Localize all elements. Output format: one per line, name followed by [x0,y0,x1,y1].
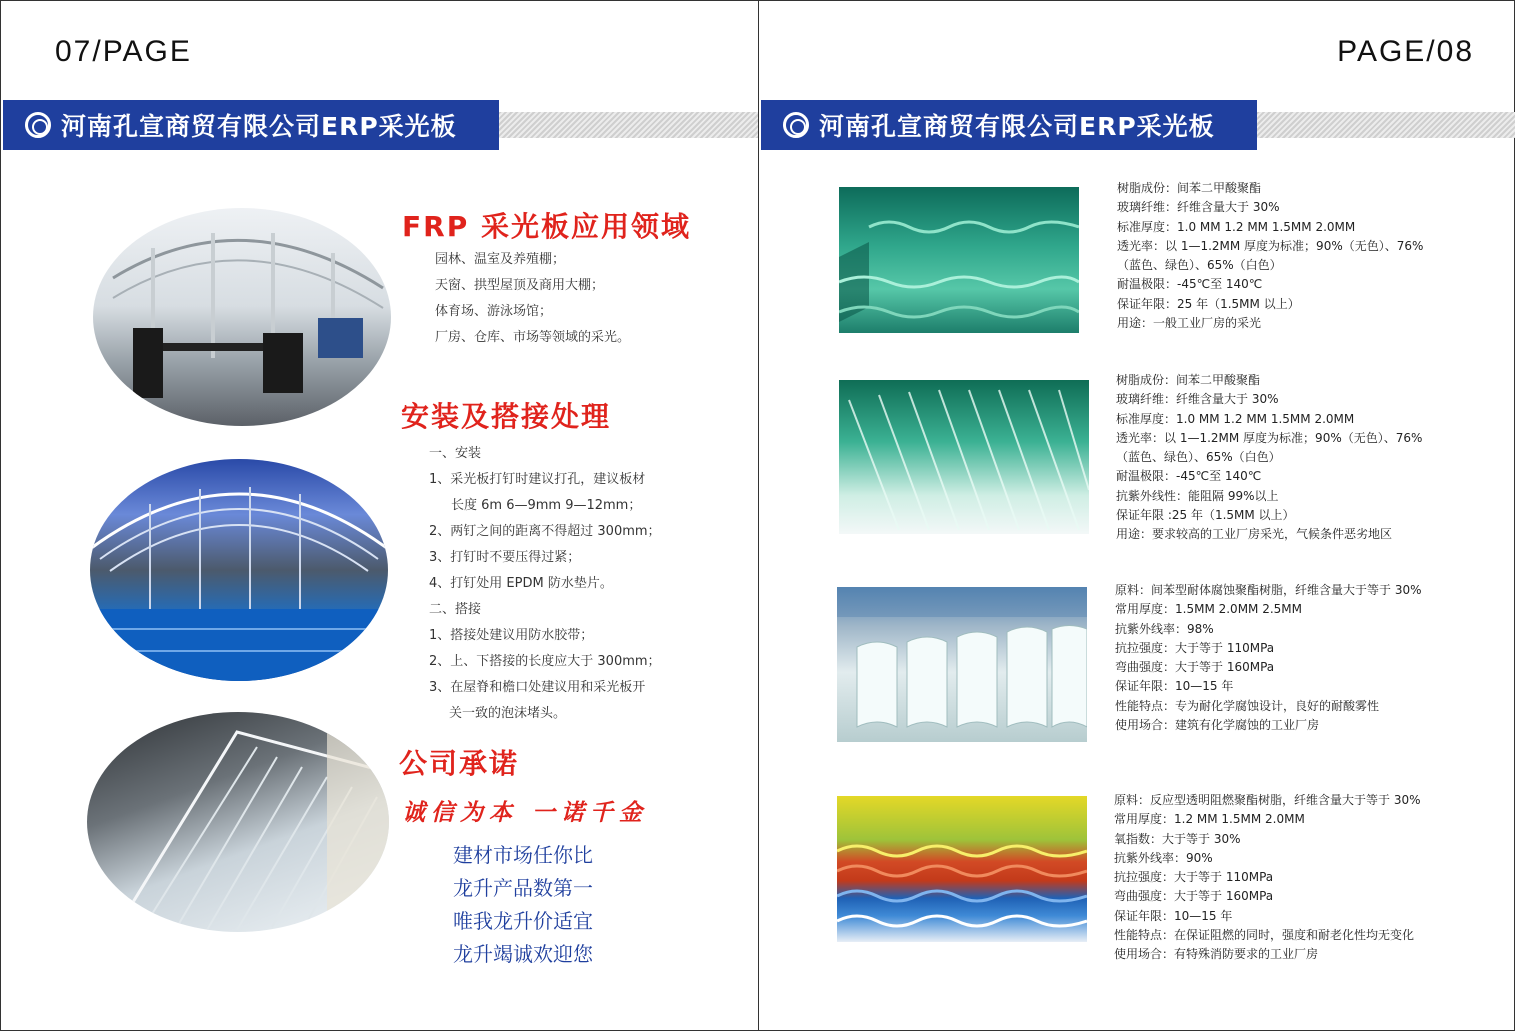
banner-title-bar [3,100,499,150]
applications-title: FRP 采光板应用领域 [402,210,691,243]
spec-line: 使用场合：建筑有化学腐蚀的工业厂房 [1115,718,1320,733]
spec-line: 标准厚度：1.0 MM 1.2 MM 1.5MM 2.0MM [1116,411,1355,426]
company-slogan: 诚信为本 一诺千金 [402,799,649,826]
list-item: 厂房、仓库、市场等领域的采光。 [435,330,631,345]
pool-photo [90,459,388,681]
stacked-panels-illustration [837,587,1087,742]
spec-line: 保证年限：10—15 年 [1115,679,1234,694]
list-item: 体育场、游泳场馆； [435,304,553,319]
green-translucent-illustration [839,380,1089,534]
product-specs-4 [1114,791,1444,965]
list-item: 天窗、拱型屋顶及商用大棚； [435,278,605,293]
page-number: 07/PAGE [55,35,192,68]
product-specs-3 [1115,581,1445,735]
list-item: 长度 6m 6—9mm 9—12mm； [451,498,642,513]
spec-line: 抗拉强度：大于等于 110MPa [1114,870,1274,885]
spec-line: 透光率：以 1—1.2MM 厚度为标准；90%（无色）、76%（蓝色、绿色）、65%（白色） [1117,238,1424,273]
list-item: 4、打钉处用 EPDM 防水垫片。 [429,576,613,591]
spec-line: 树脂成份：间苯二甲酸聚酯 [1116,373,1261,387]
product-specs-2 [1116,371,1446,545]
spec-line: 常用厚度：1.5MM 2.0MM 2.5MM [1115,602,1303,617]
list-item: 2、两钉之间的距离不得超过 300mm； [429,524,661,539]
list-item: 关一致的泡沫堵头。 [449,706,567,721]
company-banner [759,100,1515,150]
spec-line: 性能特点：专为耐化学腐蚀设计，良好的耐酸雾性 [1115,698,1380,713]
promise-line: 唯我龙升价适宜 [453,909,593,933]
product-photo-green-corrugated [839,187,1079,333]
product-photo-green-translucent [839,380,1089,534]
spec-line: 性能特点：在保证阻燃的同时，强度和耐老化性均无变化 [1114,928,1415,943]
promise-line: 龙升产品数第一 [453,876,593,900]
multicolor-wave-illustration [837,796,1087,942]
spec-line: 原料：反应型透明阻燃聚酯树脂，纤维含量大于等于 30% [1114,793,1421,807]
spec-line: 透光率：以 1—1.2MM 厚度为标准；90%（无色）、76%（蓝色、绿色）、65%（白色） [1116,430,1423,465]
spec-line: 保证年限：10—15 年 [1114,908,1233,923]
spec-line: 氧指数：大于等于 30% [1114,831,1241,846]
list-item: 一、安装 [429,446,482,461]
green-corrugated-illustration [839,187,1079,333]
install-list [429,441,661,727]
spec-line: 标准厚度：1.0 MM 1.2 MM 1.5MM 2.0MM [1117,219,1356,234]
spec-line: 原料：间苯型耐体腐蚀聚酯树脂，纤维含量大于等于 30% [1115,583,1422,597]
spec-line: 树脂成份：间苯二甲酸聚酯 [1117,181,1262,195]
sunroom-photo [93,208,391,426]
spec-line: 抗拉强度：大于等于 110MPa [1115,640,1275,655]
list-item: 3、打钉时不要压得过紧； [429,550,581,565]
spec-line: 常用厚度：1.2 MM 1.5MM 2.0MM [1114,812,1305,827]
spec-line: 抗紫外线率：90% [1114,850,1213,865]
pool-illustration [90,459,388,681]
promise-title: 公司承诺 [399,747,520,780]
promise-line: 龙升竭诚欢迎您 [453,942,593,966]
promise-line: 建材市场任你比 [453,843,593,867]
spec-line: 耐温极限：-45℃至 140℃ [1116,469,1262,484]
spec-line: 耐温极限：-45℃至 140℃ [1117,277,1263,292]
list-item: 1、采光板打钉时建议打孔，建议板材 [429,472,646,487]
list-item: 园林、温室及养殖棚； [435,252,566,267]
circle-bullet-icon [783,112,809,138]
install-title: 安装及搭接处理 [401,400,612,433]
banner-title: 河南孔宣商贸有限公司ERP采光板 [61,112,457,141]
company-banner [1,100,758,150]
list-item: 二、搭接 [429,602,482,617]
product-photo-multicolor-wave [837,796,1087,942]
sunroom-illustration [93,208,391,426]
product-specs-1 [1117,179,1447,333]
banner-title: 河南孔宣商贸有限公司ERP采光板 [819,112,1215,141]
spec-line: 用途：一般工业厂房的采光 [1117,316,1262,331]
left-page [1,1,758,1031]
spec-line: 弯曲强度：大于等于 160MPa [1114,889,1274,904]
product-photo-stacked-clear [837,587,1087,742]
canopy-photo [87,712,389,932]
spec-line: 抗紫外线率：98% [1115,621,1214,636]
spec-line: 使用场合：有特殊消防要求的工业厂房 [1114,947,1319,962]
list-item: 2、上、下搭接的长度应大于 300mm； [429,654,661,669]
banner-stripe-decoration [1257,112,1515,138]
circle-bullet-icon [25,112,51,138]
spec-line: 玻璃纤维：纤维含量大于 30% [1117,200,1280,215]
applications-list [435,247,630,351]
banner-title-bar [761,100,1257,150]
spec-line: 用途：要求较高的工业厂房采光，气候条件恶劣地区 [1116,527,1393,542]
spec-line: 保证年限 :25 年（1.5MM 以上） [1116,508,1295,523]
banner-stripe-decoration [499,112,758,138]
canopy-illustration [87,712,389,932]
promise-lines [453,839,593,971]
spec-line: 抗紫外线性：能阻隔 99%以上 [1116,488,1279,503]
spec-line: 玻璃纤维：纤维含量大于 30% [1116,392,1279,407]
spec-line: 弯曲强度：大于等于 160MPa [1115,660,1275,675]
list-item: 1、搭接处建议用防水胶带； [429,628,594,643]
page-number: PAGE/08 [1337,35,1474,68]
list-item: 3、在屋脊和檐口处建议用和采光板开 [429,680,646,695]
spec-line: 保证年限：25 年（1.5MM 以上） [1117,296,1300,311]
